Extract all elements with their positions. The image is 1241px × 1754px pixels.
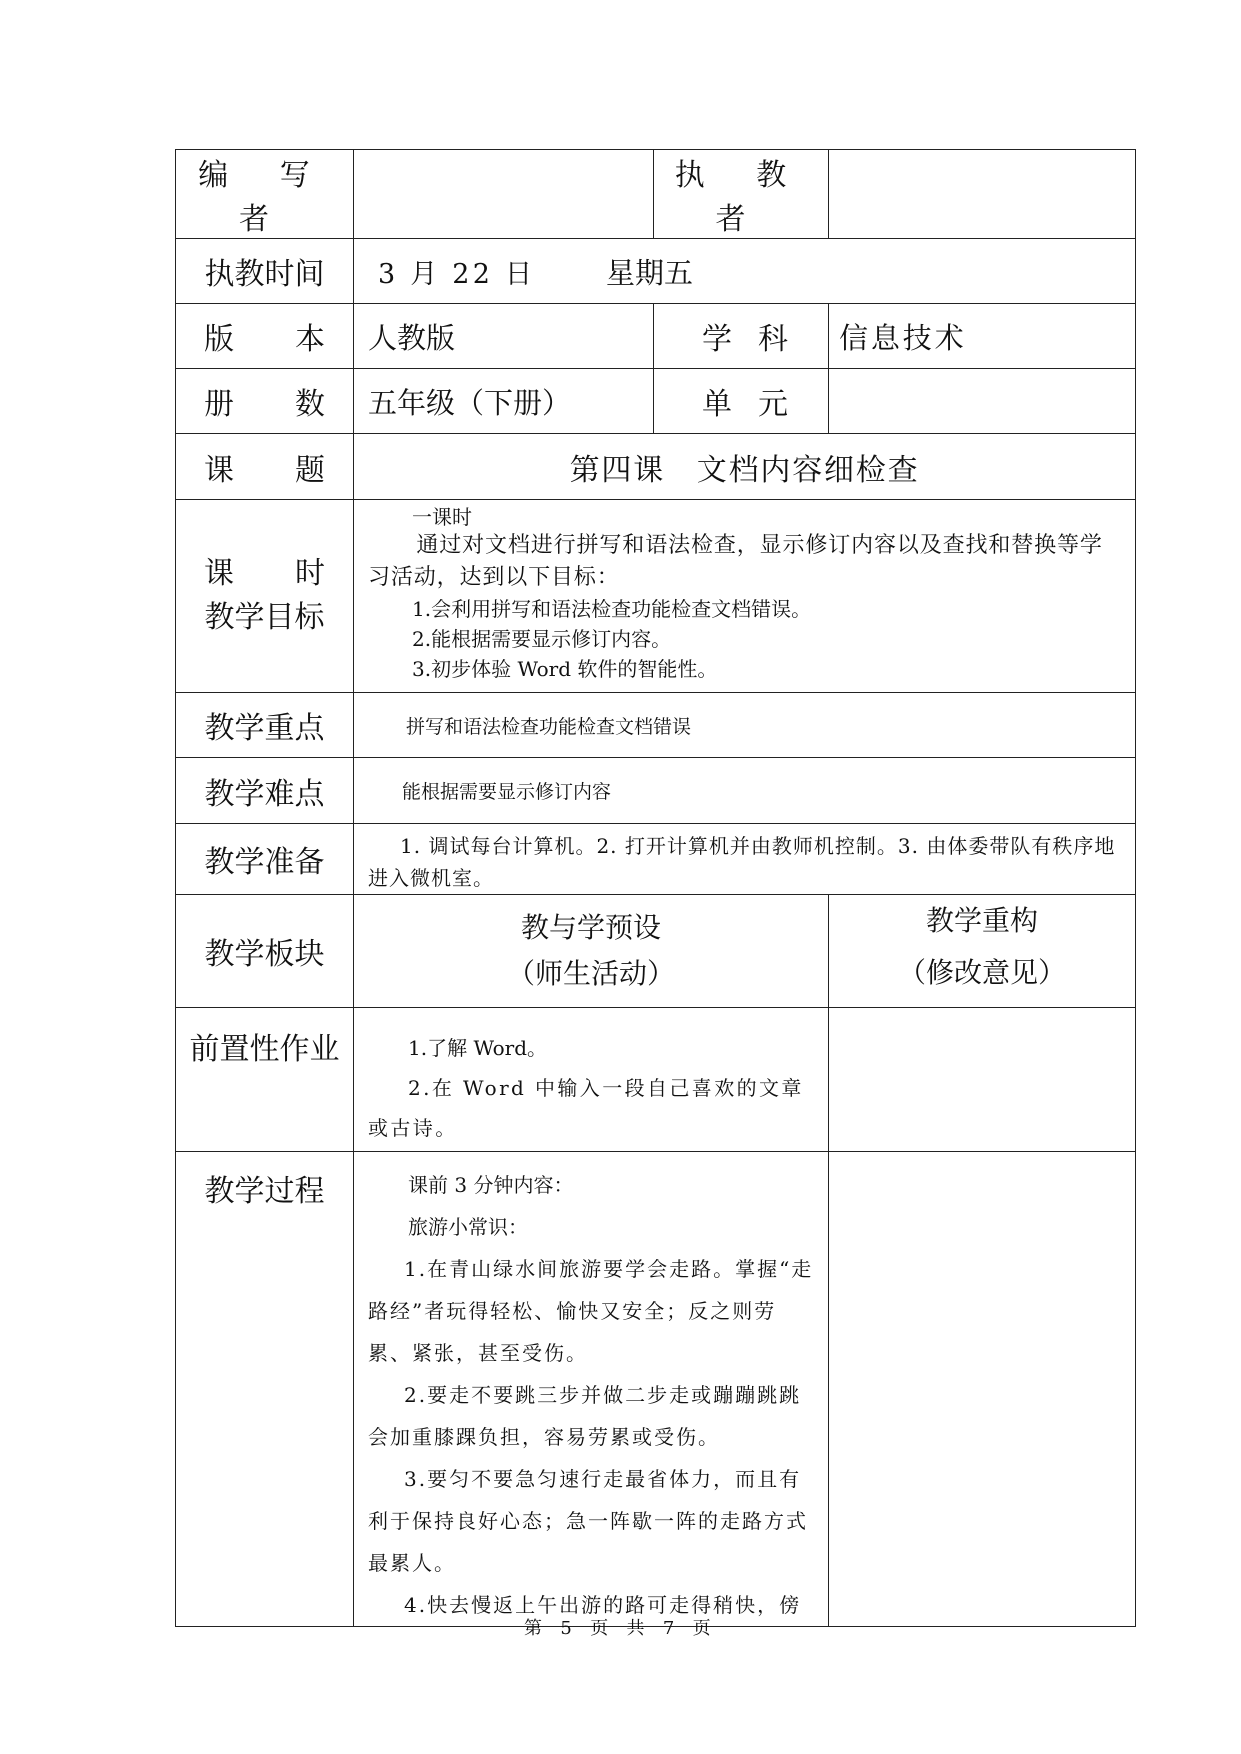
- footer-suffix: 页: [692, 1618, 717, 1639]
- weekday-text: 星期五: [606, 255, 694, 290]
- writer-value[interactable]: [354, 150, 654, 239]
- time-value: [354, 239, 1136, 304]
- homework-line: 2.在 Word 中输入一段自己喜欢的文章或古诗。: [368, 1076, 804, 1140]
- footer-middle: 页 共: [590, 1618, 651, 1639]
- difficulty-value: 能根据需要显示修订内容: [354, 758, 1136, 824]
- process-line: 旅游小常识：: [408, 1215, 528, 1239]
- date-text: 3 月 22 日: [378, 258, 536, 290]
- process-line: 3.要匀不要急匀速行走最省体力，而且有利于保持良好心态；急一阵歇一阵的走路方式最累人。: [368, 1467, 808, 1575]
- process-line: 1.在青山绿水间旅游要学会走路。掌握“走路经”者玩得轻松、愉快又安全；反之则劳累、紧张，甚至受伤。: [368, 1257, 814, 1365]
- unit-label: 单 元: [654, 369, 829, 434]
- subject-label: 学 科: [654, 304, 829, 369]
- lesson-plan-table: [175, 149, 1136, 1627]
- prep-label: 教学准备: [176, 824, 354, 895]
- process-content: [354, 1152, 829, 1627]
- edition-label: 版 本: [176, 304, 354, 369]
- goals-label: 课 时 教学目标: [176, 500, 354, 693]
- process-line: 4.快去慢返上午出游的路可走得稍快，傍: [404, 1593, 802, 1617]
- difficulty-label: 教学难点: [176, 758, 354, 824]
- goals-line: 通过对文档进行拼写和语法检查，显示修订内容以及查找和替换等学习活动，达到以下目标：: [368, 533, 1103, 590]
- prep-value: 1. 调试每台计算机。2. 打开计算机并由教师机控制。3. 由体委带队有秩序地进入微机室。: [354, 824, 1136, 895]
- subject-value: 信息技术: [829, 304, 1136, 369]
- unit-value[interactable]: [829, 369, 1136, 434]
- focus-label: 教学重点: [176, 693, 354, 758]
- edition-value: 人教版: [354, 304, 654, 369]
- total-pages: 7: [662, 1618, 681, 1639]
- process-label: 教学过程: [176, 1152, 354, 1627]
- volume-label: 册 数: [176, 369, 354, 434]
- plan-header: 教与学预设 （师生活动）: [354, 895, 829, 1008]
- topic-label: 课 题: [176, 434, 354, 500]
- homework-content: [354, 1008, 829, 1152]
- goals-content: [354, 500, 1136, 693]
- homework-rebuild[interactable]: [829, 1008, 1136, 1152]
- volume-value: 五年级（下册）: [354, 369, 654, 434]
- process-line: 2.要走不要跳三步并做二步走或蹦蹦跳跳会加重膝踝负担，容易劳累或受伤。: [368, 1383, 802, 1449]
- module-label: 教学板块: [176, 895, 354, 1008]
- process-rebuild[interactable]: [829, 1152, 1136, 1627]
- time-label: 执教时间: [176, 239, 354, 304]
- process-line: 课前 3 分钟内容：: [408, 1173, 574, 1197]
- page-number: 5: [560, 1618, 579, 1639]
- goals-line: 3.初步体验 Word 软件的智能性。: [412, 657, 718, 681]
- teacher-value[interactable]: [829, 150, 1136, 239]
- goals-line: 1.会利用拼写和语法检查功能检查文档错误。: [412, 597, 812, 621]
- writer-label: 编 写 者: [176, 150, 354, 239]
- homework-line: 1.了解 Word。: [408, 1036, 548, 1060]
- rebuild-header: 教学重构 （修改意见）: [829, 895, 1136, 1008]
- teacher-label: 执 教 者: [654, 150, 829, 239]
- footer-prefix: 第: [524, 1618, 549, 1639]
- homework-label: 前置性作业: [176, 1008, 354, 1152]
- page-footer: [0, 1614, 1241, 1640]
- goals-line: 一课时: [412, 505, 472, 529]
- goals-line: 2.能根据需要显示修订内容。: [412, 627, 672, 651]
- topic-value: 第四课 文档内容细检查: [354, 434, 1136, 500]
- focus-value: 拼写和语法检查功能检查文档错误: [354, 693, 1136, 758]
